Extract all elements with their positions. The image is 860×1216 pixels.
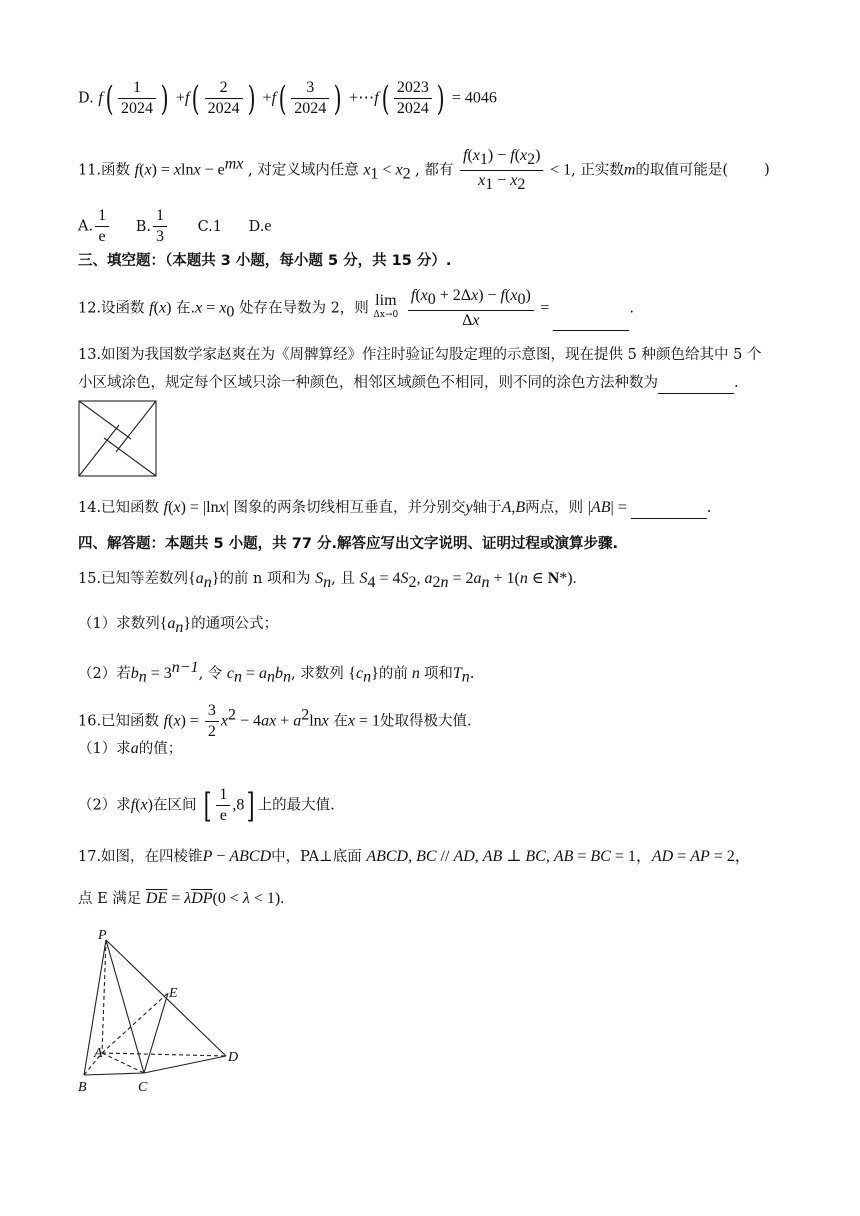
pyramid-diagram (74, 925, 244, 1095)
answer-blank[interactable] (658, 377, 734, 394)
question-17: 17.如图，在四棱锥P − ABCD中，PA⊥底面 ABCD, BC // AD, AB ⊥ BC, AB = BC = 1，AD = AP = 2， (78, 848, 751, 865)
q17-line2: 点 E 满足 $\overline{DE} = \lambda\overline{DP}(0 < \lambda < 1)$. (78, 890, 285, 907)
label-d: D (228, 1050, 239, 1065)
q16-part2: （2）求f(x)在区间 [ $\frac{1}{e}$ ,8] 上的最大值. (78, 785, 335, 826)
label-c: C (138, 1080, 148, 1095)
q13-line2: 小区域涂色，规定每个区域只涂一种颜色，相邻区域颜色不相同，则不同的涂色方法种数为 . (78, 372, 800, 394)
q15-part2: （2）若$b_n = 3^{n-1}$, 令 $c_n = a_nb_n$, 求数列 $\{c_n\}$的前 n 项和$T_n$. (78, 659, 475, 686)
question-16: 16.已知函数 f(x) = $\frac{3}{2}$ $x^2 - 4ax + a^2\ln x$ 在x = 1处取得极大值. (78, 702, 472, 740)
zhao-shuang-diagram (78, 400, 158, 478)
label-e: E (169, 986, 178, 1001)
label-a: A (94, 1046, 103, 1061)
q10-option-d: D. f( $\frac{1}{2024}$ ) +f( $\frac{2}{2024}$ ) +f( $\frac{3}{2024}$ ) +⋯f( $\frac{2023}{2024}$ ) = 4046 (78, 78, 497, 119)
question-14: 14.已知函数 f(x) = |lnx| 图象的两条切线相互垂直，并分别交y轴于A,B两点，则 |AB| = . (78, 497, 800, 519)
question-12: 12.设函数 f(x) 在$.x = x_0$ 处存在导数为 2，则 lim Δx→0 $\frac{f(x_0 + 2\Delta x) - f(x_0)}{\Delta x}$ = . (78, 287, 635, 329)
question-11: 11.函数 $f(x) = xlnx - e^{mx}$ , 对定义域内任意 $x_1 < x_2$ , 都有 $\frac{f(x_1) - f(x_2)}{x_1 - x_2}$ < 1, 正实数m的取值可能是( ) (78, 147, 770, 193)
q13-line1: 13.如图为我国数学家赵爽在为《周髀算经》作注时验证勾股定理的示意图，现在提供 5 种颜色给其中 5 个 (78, 347, 762, 363)
section-3-heading: 三、填空题：（本题共 3 小题，每小题 5 分，共 15 分）. (78, 253, 452, 269)
q15-part1: （1）求数列$\{a_n\}$的通项公式； (78, 615, 279, 636)
answer-blank[interactable] (631, 502, 707, 519)
q11-options: A. $\frac{1}{e}$ B. $\frac{1}{3}$ C.1 D.e (78, 207, 272, 245)
section-4-heading: 四、解答题：本题共 5 小题，共 77 分.解答应写出文字说明、证明过程或演算步骤. (78, 536, 618, 552)
answer-blank[interactable] (553, 314, 629, 331)
label-p: P (98, 928, 107, 943)
q16-part1: （1）求a的值； (78, 740, 183, 757)
label-b: B (78, 1080, 87, 1095)
question-15: 15.已知等差数列$\{a_n\}$的前 n 项和为 $S_n$, 且 $S_4 = 4S_2$, $a_{2n} = 2a_n + 1(n$ ∈ N*). (78, 570, 577, 591)
option-label: D. (78, 90, 94, 107)
